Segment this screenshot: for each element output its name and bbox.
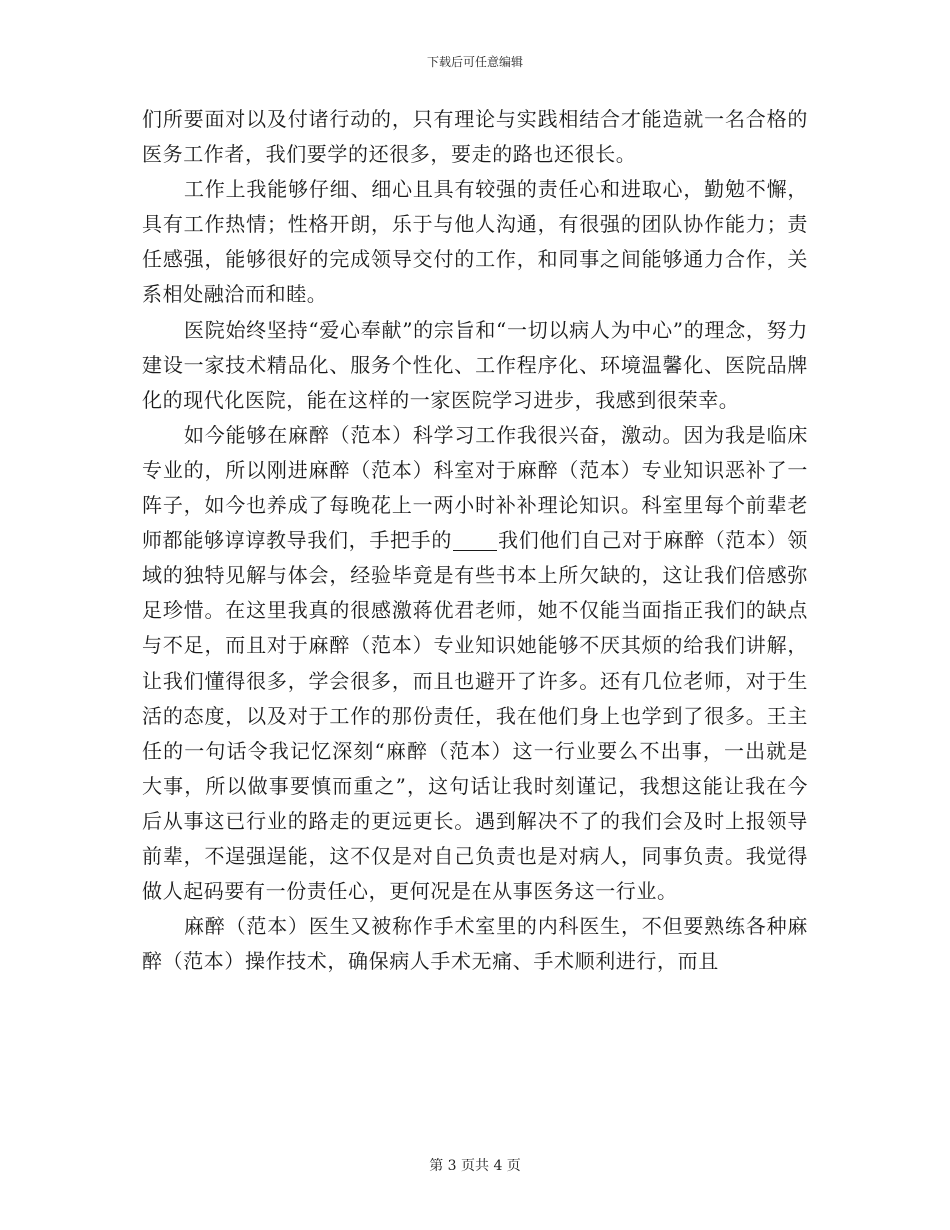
document-body (142, 102, 808, 979)
paragraph-hospital-mission: 医院始终坚持“爱心奉献”的宗旨和“一切以病人为中心”的理念，努力建设一家技术精品化、服务个性化、工作程序化、环境温馨化、医院品牌化的现代化医院，能在这样的一家医院学习进步，我感到很荣幸。 (142, 317, 808, 412)
paragraph-text-before-blank: 如今能够在麻醉（范本）科学习工作我很兴奋，激动。因为我是临床专业的，所以刚进麻醉（范本）科室对于麻醉（范本）专业知识恶补了一阵子，如今也养成了每晚花上一两小时补补理论知识。科室里每个前辈老师都能够谆谆教导我们，手把手的 (142, 422, 808, 553)
paragraph-text-after-blank: 我们他们自己对于麻醉（范本）领域的独特见解与体会，经验毕竟是有些书本上所欠缺的，这让我们倍感弥足珍惜。在这里我真的很感激蒋优君老师，她不仅能当面指正我们的缺点与不足，而且对于麻醉（范本）专业知识她能够不厌其烦的给我们讲解，让我们懂得很多，学会很多，而且也避开了许多。还有几位老师，对于生活的态度，以及对于工作的那份责任，我在他们身上也学到了很多。王主任的一句话令我记忆深刻“麻醉（范本）这一行业要么不出事，一出就是大事，所以做事要慎而重之”，这句话让我时刻谨记，我想这能让我在今后从事这已行业的路走的更远更长。遇到解决不了的我们会及时上报领导前辈，不逞强逞能，这不仅是对自己负责也是对病人，同事负责。我觉得做人起码要有一份责任心，更何况是在从事医务这一行业。 (142, 528, 808, 904)
page-footer: 第 3 页共 4 页 (429, 1158, 521, 1174)
paragraph-anesthesiologist-role: 麻醉（范本）医生又被称作手术室里的内科医生，不但要熟练各种麻醉（范本）操作技术，确保病人手术无痛、手术顺利进行，而且 (142, 914, 808, 974)
page-header: 下载后可任意编辑 (426, 55, 523, 69)
paragraph-continuation: 们所要面对以及付诸行动的，只有理论与实践相结合才能造就一名合格的医务工作者，我们要学的还很多，要走的路也还很长。 (142, 107, 808, 167)
fill-in-blank (453, 530, 497, 551)
paragraph-anesthesia-study (142, 418, 808, 909)
paragraph-work-attitude: 工作上我能够仔细、细心且具有较强的责任心和进取心，勤勉不懈，具有工作热情；性格开朗，乐于与他人沟通，有很强的团队协作能力；责任感强，能够很好的完成领导交付的工作，和同事之间能够通力合作，关系相处融洽而和睦。 (142, 177, 808, 307)
